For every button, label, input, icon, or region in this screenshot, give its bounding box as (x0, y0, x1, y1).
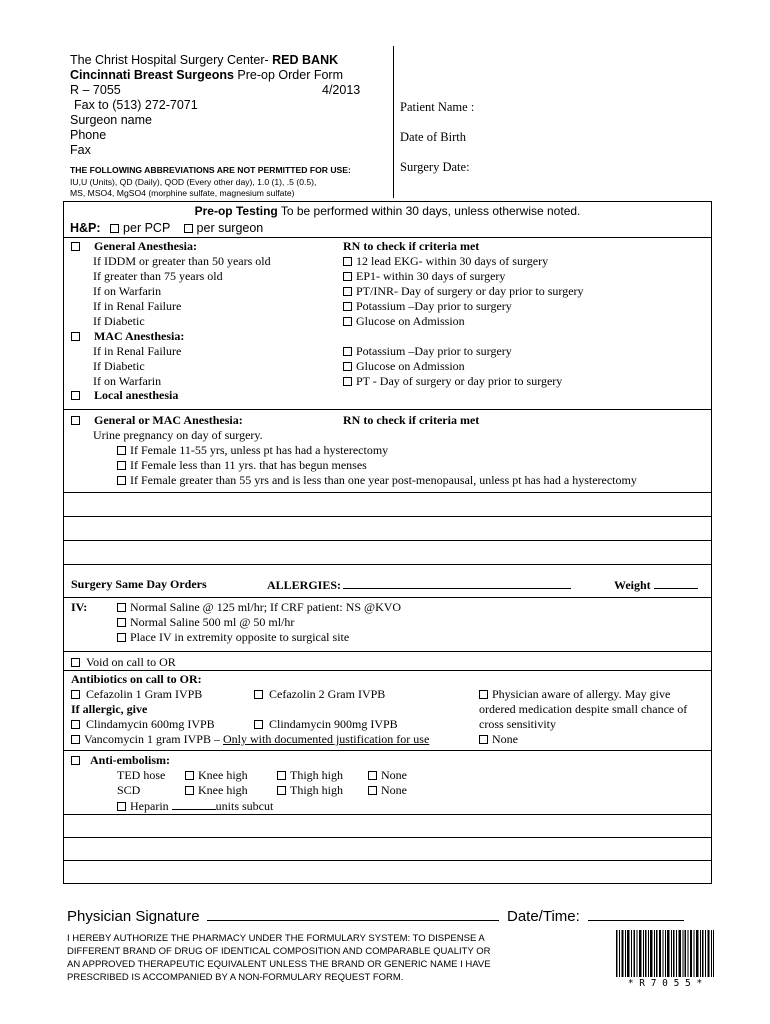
mac-item: If in Renal Failure (93, 344, 182, 358)
heparin: Heparin units subcut (117, 798, 273, 814)
fax-to: Fax to (513) 272-7071 (74, 98, 198, 112)
general-anesthesia-checkbox[interactable] (71, 242, 80, 251)
clindamycin-600: Clindamycin 600mg IVPB (71, 717, 215, 732)
ted-none-checkbox[interactable] (368, 771, 377, 780)
same-day-orders-title: Surgery Same Day Orders (71, 577, 207, 591)
auth-line: PRESCRIBED IS ACCOMPANIED BY A NON-FORMULARY REQUEST FORM. (67, 972, 404, 983)
divider-hp (63, 237, 712, 238)
datetime-row (507, 906, 684, 925)
fax-label: Fax (70, 143, 91, 157)
barcode-text: * R 7 0 5 5 * (627, 978, 703, 989)
ted-knee-checkbox[interactable] (185, 771, 194, 780)
scd-none: None (368, 783, 407, 798)
general-item: If Diabetic (93, 314, 145, 328)
abbr-line-1: IU,U (Units), QD (Daily), QOD (Every other day), 1.0 (1), .5 (0.5), (70, 176, 317, 187)
allergies-field[interactable]: ALLERGIES: (267, 577, 571, 593)
hp-pcp-checkbox[interactable] (110, 224, 119, 233)
general-item: If in Renal Failure (93, 299, 182, 313)
cefazolin-2g: Cefazolin 2 Gram IVPB (254, 687, 385, 702)
mac-pt-checkbox[interactable] (343, 377, 352, 386)
mac-rn-pt: PT - Day of surgery or day prior to surgery (343, 374, 562, 389)
mac-glucose-checkbox[interactable] (343, 362, 352, 371)
clindamycin-900-checkbox[interactable] (254, 720, 263, 729)
ted-knee: Knee high (185, 768, 248, 783)
iv-item: Normal Saline 500 ml @ 50 ml/hr (117, 615, 294, 630)
general-item: If on Warfarin (93, 284, 162, 298)
potassium-checkbox[interactable] (343, 302, 352, 311)
iv-ns-125-checkbox[interactable] (117, 603, 126, 612)
mac-anesthesia-checkbox[interactable] (71, 332, 80, 341)
ekg-checkbox[interactable] (343, 257, 352, 266)
iv-label: IV: (71, 600, 88, 614)
mac-potassium-checkbox[interactable] (343, 347, 352, 356)
hp-surgeon-checkbox[interactable] (184, 224, 193, 233)
datetime-label: Date/Time: (507, 908, 580, 925)
divider-orders (63, 597, 712, 598)
iv-opposite-checkbox[interactable] (117, 633, 126, 642)
glucose-checkbox[interactable] (343, 317, 352, 326)
datetime-line[interactable] (588, 906, 684, 921)
female-11-55-checkbox[interactable] (117, 446, 126, 455)
void-checkbox[interactable] (71, 658, 80, 667)
urine-pregnancy: Urine pregnancy on day of surgery. (93, 428, 263, 442)
rn-item-glucose: Glucose on Admission (343, 314, 465, 329)
authorization-text (67, 932, 491, 984)
ep1-checkbox[interactable] (343, 272, 352, 281)
antibiotics-none-checkbox[interactable] (479, 735, 488, 744)
scd-knee-checkbox[interactable] (185, 786, 194, 795)
form-header (70, 53, 360, 200)
form-date: 4/2013 (322, 83, 361, 97)
anti-embolism: Anti-embolism: (71, 753, 170, 768)
pregnancy-item: If Female less than 11 yrs. that has begun menses (117, 458, 367, 473)
cefazolin-2g-checkbox[interactable] (254, 690, 263, 699)
vancomycin-checkbox[interactable] (71, 735, 80, 744)
signature-line[interactable] (207, 906, 499, 921)
abbr-title: THE FOLLOWING ABBREVIATIONS ARE NOT PERMITTED FOR USE: (70, 165, 351, 175)
clindamycin-900: Clindamycin 900mg IVPB (254, 717, 398, 732)
iv-item: Place IV in extremity opposite to surgical site (117, 630, 349, 645)
female-over-55-checkbox[interactable] (117, 476, 126, 485)
physician-aware-line2: ordered medication despite small chance of (479, 702, 688, 716)
divider-blank-3 (63, 540, 712, 541)
general-item: If IDDM or greater than 50 years old (93, 254, 271, 268)
local-anesthesia: Local anesthesia (71, 388, 178, 403)
signature-label: Physician Signature (67, 908, 200, 925)
antibiotics-none: None (479, 732, 518, 747)
preop-title: Pre-op Testing To be performed within 30 days, unless otherwise noted. (194, 204, 581, 218)
scd-thigh: Thigh high (277, 783, 343, 798)
pregnancy-checkbox[interactable] (71, 416, 80, 425)
mac-anesthesia: MAC Anesthesia: (71, 329, 184, 344)
clindamycin-600-checkbox[interactable] (71, 720, 80, 729)
divider-blank-6 (63, 837, 712, 838)
rn-item-ptinr: PT/INR- Day of surgery or day prior to surgery (343, 284, 584, 299)
antibiotics-title: Antibiotics on call to OR: (71, 672, 202, 686)
heparin-checkbox[interactable] (117, 802, 126, 811)
header-divider (393, 46, 394, 198)
weight-blank[interactable] (654, 577, 698, 589)
physician-aware: Physician aware of allergy. May give (479, 687, 670, 702)
divider-blank-5 (63, 814, 712, 815)
hospital-line: The Christ Hospital Surgery Center- RED BANK (70, 53, 339, 67)
weight-field[interactable]: Weight (614, 577, 698, 593)
practice-line: Cincinnati Breast Surgeons Pre-op Order Form (70, 68, 343, 82)
pregnancy-item: If Female greater than 55 yrs and is less than one year post-menopausal, unless pt has had a hysterectomy (117, 473, 637, 488)
iv-ns-500-checkbox[interactable] (117, 618, 126, 627)
barcode (616, 930, 714, 977)
ted-hose-label: TED hose (117, 768, 166, 782)
rn-item-ekg: 12 lead EKG- within 30 days of surgery (343, 254, 548, 269)
rn-item-potassium: Potassium –Day prior to surgery (343, 299, 512, 314)
scd-thigh-checkbox[interactable] (277, 786, 286, 795)
allergies-blank[interactable] (343, 577, 571, 589)
scd-label: SCD (117, 783, 141, 797)
scd-none-checkbox[interactable] (368, 786, 377, 795)
patient-name-label[interactable]: Patient Name : (400, 100, 475, 114)
cefazolin-1g-checkbox[interactable] (71, 690, 80, 699)
signature-row (67, 906, 499, 925)
ted-thigh-checkbox[interactable] (277, 771, 286, 780)
hp-row: H&P: per PCP per surgeon (70, 221, 264, 235)
female-under-11-checkbox[interactable] (117, 461, 126, 470)
heparin-units-blank[interactable] (172, 798, 216, 810)
scd-knee: Knee high (185, 783, 248, 798)
pregnancy-item: If Female 11-55 yrs, unless pt has had a hysterectomy (117, 443, 388, 458)
if-allergic: If allergic, give (71, 702, 148, 716)
iv-item: Normal Saline @ 125 ml/hr; If CRF patient: NS @KVO (117, 600, 401, 615)
anti-embolism-checkbox[interactable] (71, 756, 80, 765)
mac-item: If on Warfarin (93, 374, 162, 388)
barcode-graphic (616, 930, 714, 977)
patient-info (400, 100, 474, 175)
divider-blank-1 (63, 492, 712, 493)
auth-line: I HEREBY AUTHORIZE THE PHARMACY UNDER THE FORMULARY SYSTEM: TO DISPENSE A (67, 933, 485, 944)
rn-check-title: RN to check if criteria met (343, 239, 480, 253)
divider-void (63, 670, 712, 671)
divider-blank-7 (63, 860, 712, 861)
ted-none: None (368, 768, 407, 783)
abbr-line-2: MS, MSO4, MgSO4 (morphine sulfate, magnesium sulfate) (70, 188, 295, 198)
form-number-line: R – 7055 4/2013 (70, 83, 361, 97)
divider-iv (63, 651, 712, 652)
general-item: If greater than 75 years old (93, 269, 223, 283)
mac-rn-potassium: Potassium –Day prior to surgery (343, 344, 512, 359)
divider-antibiotics (63, 750, 712, 751)
dob-label[interactable]: Date of Birth (400, 130, 466, 144)
surgery-date-label[interactable]: Surgery Date: (400, 160, 470, 174)
vancomycin: Vancomycin 1 gram IVPB – Only with documented justification for use (71, 732, 429, 747)
local-anesthesia-checkbox[interactable] (71, 391, 80, 400)
mac-rn-glucose: Glucose on Admission (343, 359, 465, 374)
void-on-call: Void on call to OR (71, 655, 176, 670)
ptinr-checkbox[interactable] (343, 287, 352, 296)
phone-label: Phone (70, 128, 107, 142)
divider-blank-2 (63, 516, 712, 517)
pregnancy-anesthesia: General or MAC Anesthesia: (71, 413, 243, 428)
rn-item-ep1: EP1- within 30 days of surgery (343, 269, 505, 284)
surgeon-name-label: Surgeon name (70, 113, 153, 127)
pregnancy-rn-title: RN to check if criteria met (343, 413, 480, 427)
divider-blank-4 (63, 564, 712, 565)
mac-item: If Diabetic (93, 359, 145, 373)
physician-aware-checkbox[interactable] (479, 690, 488, 699)
divider-anesthesia (63, 409, 712, 410)
auth-line: AN APPROVED THERAPEUTIC EQUIVALENT UNLESS THE BRAND OR GENERIC NAME I HAVE (67, 959, 491, 970)
general-anesthesia: General Anesthesia: (71, 239, 197, 254)
physician-aware-line3: cross sensitivity (479, 717, 556, 731)
cefazolin-1g: Cefazolin 1 Gram IVPB (71, 687, 202, 702)
auth-line: DIFFERENT BRAND OF DRUG OF IDENTICAL COMPOSITION AND COMPARABLE QUALITY OR (67, 946, 491, 957)
ted-thigh: Thigh high (277, 768, 343, 783)
